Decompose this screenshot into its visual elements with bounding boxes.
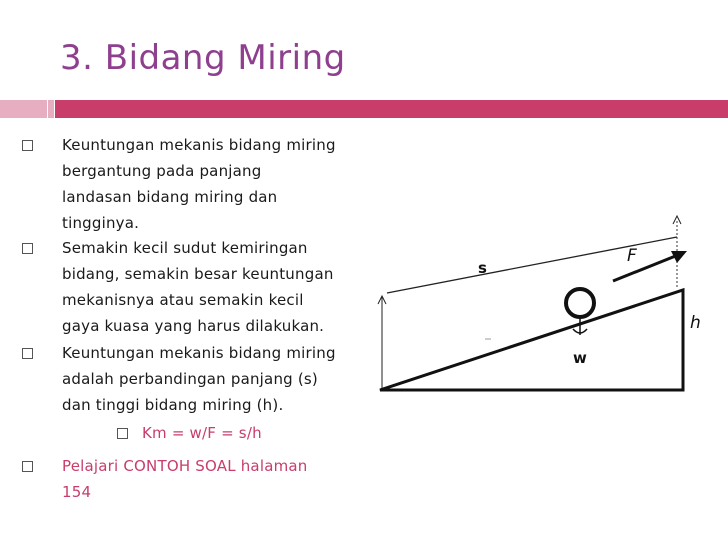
incline-triangle [380,290,683,390]
force-arrow [613,253,683,281]
bullet-line: Semakin kecil sudut kemiringan [62,239,308,257]
band-main-segment [55,100,728,118]
square-bullet-icon [117,428,128,439]
label-F: F [627,246,637,266]
bullet-line: bidang, semakin besar keuntungan [62,265,334,283]
square-bullet-icon [22,140,33,151]
bullet-line: mekanisnya atau semakin kecil [62,291,304,309]
band-light-segment-2 [48,100,54,118]
square-bullet-icon [22,243,33,254]
bullet-line: dan tinggi bidang miring (h). [62,396,284,414]
slide-title: 3. Bidang Miring [60,38,346,78]
bullet-line: landasan bidang miring dan [62,188,278,206]
bullet-line: Keuntungan mekanis bidang miring [62,344,336,362]
label-s: s [478,259,487,277]
square-bullet-icon [22,461,33,472]
band-light-segment [0,100,48,118]
label-h: h [690,313,701,333]
bullet-line: Km = w/F = s/h [142,424,262,442]
inclined-plane-diagram [365,205,725,410]
bullet-line: bergantung pada panjang [62,162,262,180]
ball-object [566,289,594,317]
bullet-line: Keuntungan mekanis bidang miring [62,136,336,154]
label-w: w [573,349,587,367]
bullet-line: gaya kuasa yang harus dilakukan. [62,317,325,335]
bullet-line: 154 [62,483,92,501]
bullet-text [62,132,336,236]
bullet-line: adalah perbandingan panjang (s) [62,370,318,388]
bullet-text [62,453,308,505]
formula-text [142,420,262,446]
bullet-text [62,235,334,339]
bullet-line: tingginya. [62,214,140,232]
square-bullet-icon [22,348,33,359]
title-divider-band [0,100,728,118]
bullet-line: Pelajari CONTOH SOAL halaman [62,457,308,475]
bullet-text [62,340,336,418]
